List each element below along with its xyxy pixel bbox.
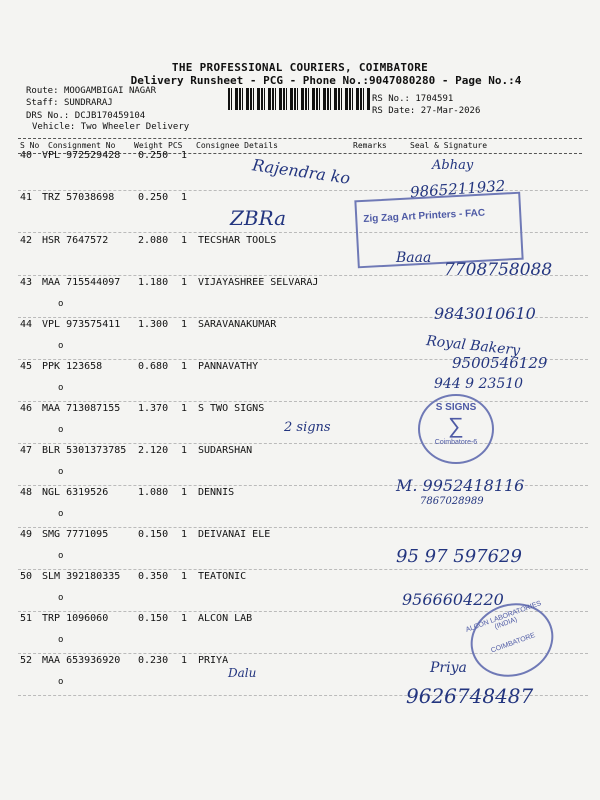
row-weight: 2.120 xyxy=(138,445,169,456)
handwritten-note: Rajendra ko xyxy=(251,155,352,188)
row-pcs: 1 xyxy=(181,403,188,414)
staff-line: Staff: SUNDRARAJ xyxy=(26,98,113,108)
row-weight: 1.180 xyxy=(138,277,169,288)
rs-date-line: RS Date: 27-Mar-2026 xyxy=(372,106,481,116)
row-mark: o xyxy=(58,341,64,351)
row-consignment: HSR 7647572 xyxy=(42,235,109,246)
row-pcs: 1 xyxy=(181,655,188,666)
row-mark: o xyxy=(58,677,64,687)
stamp-logo-icon: ∑ xyxy=(448,413,464,438)
col-consignment: Consignment No xyxy=(48,141,116,150)
handwritten-note: Baaa xyxy=(396,250,432,266)
row-sno: 42 xyxy=(20,235,33,246)
handwritten-note: 9843010610 xyxy=(434,304,536,323)
col-seal: Seal & Signature xyxy=(410,141,488,150)
row-pcs: 1 xyxy=(181,613,188,624)
row-sno: 48 xyxy=(20,487,33,498)
row-mark: o xyxy=(58,425,64,435)
row-consignment: NGL 6319526 xyxy=(42,487,109,498)
row-consignee: DEIVANAI ELE xyxy=(198,529,271,540)
vehicle-line: Vehicle: Two Wheeler Delivery xyxy=(32,122,190,132)
row-mark: o xyxy=(58,467,64,477)
row-weight: 0.230 xyxy=(138,655,169,666)
runsheet-title: Delivery Runsheet - PCG - Phone No.:9047080280 - Page No.:4 xyxy=(130,74,522,87)
barcode xyxy=(228,88,370,110)
row-consignee: ALCON LAB xyxy=(198,613,253,624)
row-consignment: VPL 972529428 xyxy=(42,150,121,161)
row-consignment: TRZ 57038698 xyxy=(42,192,115,203)
alcon-stamp: ALCON LABORATORIES (INDIA) COIMBATORE xyxy=(460,592,564,688)
row-mark: o xyxy=(58,383,64,393)
handwritten-note: 2 signs xyxy=(284,420,331,435)
row-weight: 0.250 xyxy=(138,192,169,203)
row-consignee: PANNAVATHY xyxy=(198,361,259,372)
staff-value: SUNDRARAJ xyxy=(63,98,113,108)
company-title: THE PROFESSIONAL COURIERS, COIMBATORE xyxy=(171,61,429,74)
row-consignment: VPL 973575411 xyxy=(42,319,121,330)
row-consignee: DENNIS xyxy=(198,487,235,498)
row-weight: 1.370 xyxy=(138,403,169,414)
handwritten-note: Abhay xyxy=(432,158,474,173)
handwritten-note: 7867028989 xyxy=(420,496,484,507)
drs-line: DRS No.: DCJB170459104 xyxy=(26,111,146,121)
row-consignee: SUDARSHAN xyxy=(198,445,253,456)
row-pcs: 1 xyxy=(181,445,188,456)
handwritten-note: Dalu xyxy=(228,666,257,680)
row-consignment: SLM 392180335 xyxy=(42,571,121,582)
rs-no-line: RS No.: 1704591 xyxy=(372,94,454,104)
handwritten-note: M. 9952418116 xyxy=(396,476,525,495)
row-sno: 49 xyxy=(20,529,33,540)
handwritten-note: 944 9 23510 xyxy=(434,376,524,392)
handwritten-note: ZBRa xyxy=(230,206,287,230)
handwritten-note: 9865211932 xyxy=(409,176,506,202)
rs-no-value: 1704591 xyxy=(415,94,454,104)
row-pcs: 1 xyxy=(181,277,188,288)
route-value: MOOGAMBIGAI NAGAR xyxy=(63,86,157,96)
row-consignee: TEATONIC xyxy=(198,571,247,582)
row-consignment: BLR 5301373785 xyxy=(42,445,127,456)
row-sno: 41 xyxy=(20,192,33,203)
drs-value: DCJB170459104 xyxy=(74,111,146,121)
col-weight: Weight xyxy=(134,141,163,150)
rs-date-value: 27-Mar-2026 xyxy=(420,106,481,116)
row-sno: 43 xyxy=(20,277,33,288)
col-remarks: Remarks xyxy=(353,141,387,150)
col-consignee: Consignee Details xyxy=(196,141,278,150)
row-consignment: TRP 1096060 xyxy=(42,613,109,624)
handwritten-note: 9626748487 xyxy=(406,684,534,708)
handwritten-note: 95 97 597629 xyxy=(396,546,522,567)
row-weight: 0.150 xyxy=(138,529,169,540)
row-sno: 52 xyxy=(20,655,33,666)
row-pcs: 1 xyxy=(181,571,188,582)
col-sno: S No xyxy=(20,141,40,150)
row-sno: 47 xyxy=(20,445,33,456)
row-sno: 44 xyxy=(20,319,33,330)
row-weight: 2.080 xyxy=(138,235,169,246)
row-consignee: TECSHAR TOOLS xyxy=(198,235,277,246)
row-consignee: S TWO SIGNS xyxy=(198,403,265,414)
row-sno: 40 xyxy=(20,150,33,161)
row-consignee: SARAVANAKUMAR xyxy=(198,319,277,330)
col-pcs: PCS xyxy=(168,141,183,150)
row-weight: 0.150 xyxy=(138,613,169,624)
row-pcs: 1 xyxy=(181,319,188,330)
row-weight: 1.080 xyxy=(138,487,169,498)
row-sno: 46 xyxy=(20,403,33,414)
row-consignment: SMG 7771095 xyxy=(42,529,109,540)
row-consignee: VIJAYASHREE SELVARAJ xyxy=(198,277,319,288)
row-sno: 45 xyxy=(20,361,33,372)
row-mark: o xyxy=(58,593,64,603)
row-mark: o xyxy=(58,299,64,309)
row-weight: 0.680 xyxy=(138,361,169,372)
route-line: Route: MOOGAMBIGAI NAGAR xyxy=(26,86,157,96)
signs-stamp: S SIGNS ∑ Coimbatore-6 xyxy=(418,394,494,464)
vehicle-value: Two Wheeler Delivery xyxy=(80,122,190,132)
handwritten-note: Priya xyxy=(430,660,467,676)
handwritten-note: 9500546129 xyxy=(452,354,548,372)
row-mark: o xyxy=(58,551,64,561)
row-consignment: MAA 715544097 xyxy=(42,277,121,288)
handwritten-note: 7708758088 xyxy=(444,260,553,280)
row-consignment: PPK 123658 xyxy=(42,361,103,372)
row-consignment: MAA 713087155 xyxy=(42,403,121,414)
row-pcs: 1 xyxy=(181,235,188,246)
row-sno: 51 xyxy=(20,613,33,624)
row-pcs: 1 xyxy=(181,361,188,372)
row-consignment: MAA 653936920 xyxy=(42,655,121,666)
row-pcs: 1 xyxy=(181,529,188,540)
row-consignee: PRIYA xyxy=(198,655,229,666)
row-sno: 50 xyxy=(20,571,33,582)
handwritten-note: Royal Bakery xyxy=(425,333,521,359)
row-weight: 0.250 xyxy=(138,150,169,161)
zigzag-stamp: Zig Zag Art Printers - FAC xyxy=(354,192,523,269)
row-pcs: 1 xyxy=(181,192,188,203)
handwritten-note: 9566604220 xyxy=(402,590,504,609)
row-weight: 1.300 xyxy=(138,319,169,330)
row-pcs: 1 xyxy=(181,487,188,498)
row-mark: o xyxy=(58,509,64,519)
row-mark: o xyxy=(58,635,64,645)
row-pcs: 1 xyxy=(181,150,188,161)
row-weight: 0.350 xyxy=(138,571,169,582)
